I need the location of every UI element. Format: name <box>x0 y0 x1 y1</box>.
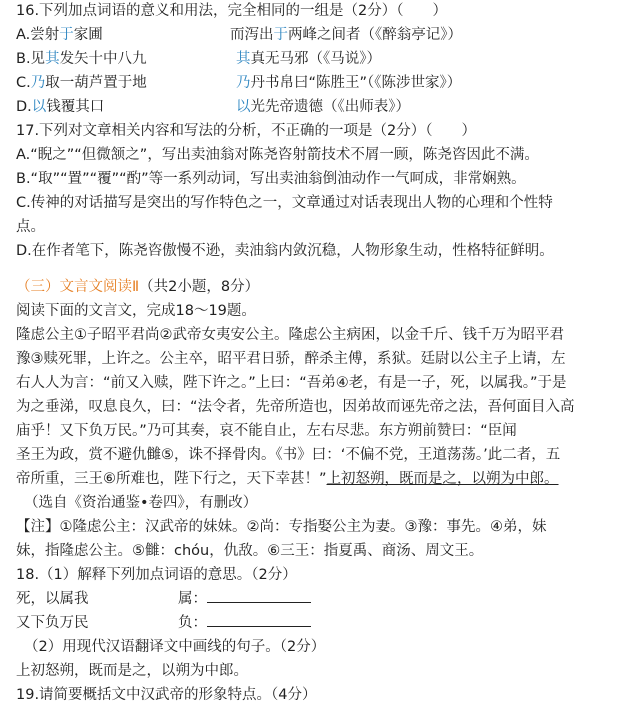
q16-stem: 16.下列加点词语的意义和用法，完全相同的一组是（2分）（ ） <box>16 3 448 19</box>
passage-line: 隆虑公主①子昭平君尚②武帝女夷安公主。隆虑公主病困，以金千斤、钱千万为昭平君 <box>16 327 564 343</box>
passage-line: 为之垂涕，叹息良久，曰：“法令者，先帝所造也，因弟故而诬先帝之法，吾何面目入高 <box>16 399 575 415</box>
q16-option-b-left: B.见其发矢十中八九 <box>16 51 147 67</box>
q17-option-c-line2: 点。 <box>16 219 45 235</box>
q16-option-c-left: C.乃取一葫芦置于地 <box>16 75 147 91</box>
passage-source: （选自《资治通鉴•卷四》，有删改） <box>24 495 258 511</box>
q18-sentence: 上初怒朔，既而是之，以朔为中郎。 <box>16 663 248 679</box>
q16-option-a-right: 而泻出于两峰之间者（《醉翁亭记》） <box>230 27 462 43</box>
dotted-word: 以 <box>31 99 47 115</box>
passage-line: 右人人为言：“前又入赎，陛下许之。”上曰：“吾弟④老，有是一子，死，以属我。”于是 <box>16 375 567 391</box>
dotted-word: 其 <box>236 51 251 67</box>
dotted-word: 于 <box>273 27 288 43</box>
q18-item-1-answer: 属： <box>178 588 311 610</box>
q17-option-c-line1: C.传神的对话描写是突出的写作特色之一，文章通过对话表现出人物的心理和个性特 <box>16 195 553 211</box>
passage-line: 庙乎！又下负万民。”乃可其奏，哀不能自止，左右尽悲。东方朔前赞曰：“臣闻 <box>16 423 517 439</box>
q18-item-2-answer: 负： <box>178 612 311 634</box>
notes-line: 【注】①隆虑公主：汉武帝的妹妹。②尚：专指娶公主为妻。③豫：事先。④弟，妹 <box>16 519 547 535</box>
q18-sub2: （2）用现代汉语翻译文中画线的句子。（2分） <box>24 639 326 655</box>
section-heading: （三）文言文阅读Ⅱ（共2小题，8分） <box>16 279 260 295</box>
passage-line: 豫③赎死罪，上许之。公主卒，昭平君日骄，醉杀主傅，系狱。廷尉以公主子上请，左 <box>16 351 566 367</box>
dotted-word: 乃 <box>236 75 251 91</box>
dotted-word: 乃 <box>30 75 46 91</box>
q16-option-d-left: D.以钱覆其口 <box>16 99 105 115</box>
q18-item-2-phrase: 又下负万民 <box>16 615 89 631</box>
q16-option-b-right: 其真无马邪（《马说》） <box>236 51 381 67</box>
answer-blank[interactable] <box>207 612 311 627</box>
q18-stem: 18.（1）解释下列加点词语的意思。（2分） <box>16 567 297 583</box>
q16-option-d-right: 以光先帝遗德（《出师表》） <box>236 99 410 115</box>
passage-line: 帝所重，三王⑥所难也，陛下行之，天下幸甚！”上初怒朔，既而是之，以朔为中郎。 <box>16 471 559 487</box>
q17-option-a: A.“睨之”“但微颔之”，写出卖油翁对陈尧咨射箭技术不屑一顾，陈尧咨因此不满。 <box>16 147 539 163</box>
answer-blank[interactable] <box>207 588 311 603</box>
q17-stem: 17.下列对文章相关内容和写法的分析，不正确的一项是（2分）（ ） <box>16 123 477 139</box>
passage-line: 圣王为政，赏不避仇雠⑤，诛不择骨肉。《书》曰：‘不偏不党，王道荡荡。’此二者，五 <box>16 447 561 463</box>
q18-item-1-phrase: 死，以属我 <box>16 591 89 607</box>
section-intro: 阅读下面的文言文，完成18～19题。 <box>16 303 256 319</box>
q19-stem: 19.请简要概括文中汉武帝的形象特点。（4分） <box>16 687 317 703</box>
q17-option-b: B.“取”“置”“覆”“酌”等一系列动词，写出卖油翁倒油动作一气呵成，非常娴熟。 <box>16 171 526 187</box>
dotted-word: 其 <box>45 51 60 67</box>
q17-option-d: D.在作者笔下，陈尧咨傲慢不逊，卖油翁内敛沉稳，人物形象生动，性格特征鲜明。 <box>16 243 554 259</box>
dotted-word: 以 <box>236 99 251 115</box>
underlined-sentence: 上初怒朔，既而是之，以朔为中郎。 <box>326 471 559 487</box>
q16-option-c-right: 乃丹书帛曰“陈胜王”（《陈涉世家》） <box>236 75 462 91</box>
q16-option-a-left: A.尝射于家圃 <box>16 27 103 43</box>
dotted-word: 于 <box>59 27 74 43</box>
notes-line: 妹，指隆虑公主。⑤雠：chóu，仇敌。⑥三王：指夏禹、商汤、周文王。 <box>16 543 484 559</box>
